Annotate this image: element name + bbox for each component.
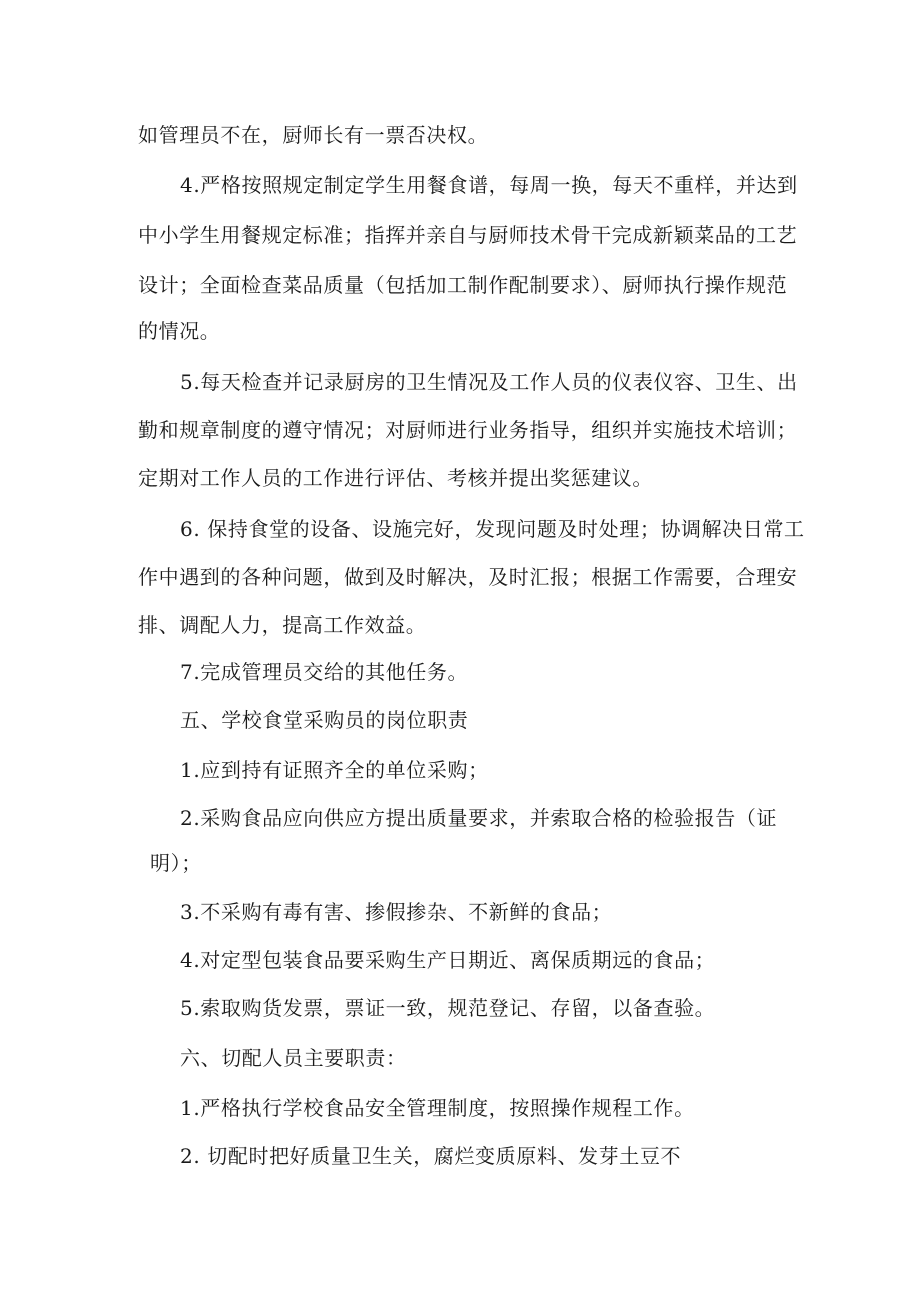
paragraph-line: 5.索取购货发票，票证一致，规范登记、存留，以备查验。 bbox=[180, 996, 716, 1020]
paragraph-line: 的情况。 bbox=[138, 319, 221, 343]
paragraph-line: 1.严格执行学校食品安全管理制度，按照操作规程工作。 bbox=[180, 1096, 695, 1120]
paragraph-line: 作中遇到的各种问题，做到及时解决，及时汇报；根据工作需要，合理安 bbox=[138, 565, 798, 589]
paragraph-line: 定期对工作人员的工作进行评估、考核并提出奖惩建议。 bbox=[138, 466, 653, 490]
section-heading: 六、切配人员主要职责： bbox=[180, 1046, 407, 1070]
paragraph-line: 设计；全面检查菜品质量（包括加工制作配制要求）、厨师执行操作规范 bbox=[138, 273, 788, 297]
paragraph-line: 中小学生用餐规定标准；指挥并亲自与厨师技术骨干完成新颖菜品的工艺 bbox=[138, 223, 798, 247]
paragraph-line: 如管理员不在，厨师长有一票否决权。 bbox=[138, 123, 489, 147]
paragraph-line: 明）； bbox=[150, 851, 202, 875]
paragraph-line: 4.对定型包装食品要采购生产日期近、离保质期远的食品； bbox=[180, 948, 716, 972]
paragraph-line: 排、调配人力，提高工作效益。 bbox=[138, 613, 427, 637]
paragraph-line: 2. 切配时把好质量卫生关，腐烂变质原料、发芽土豆不 bbox=[180, 1144, 682, 1168]
paragraph-line: 勤和规章制度的遵守情况；对厨师进行业务指导，组织并实施技术培训； bbox=[138, 418, 798, 442]
section-heading: 五、学校食堂采购员的岗位职责 bbox=[180, 708, 469, 732]
paragraph-line: 5.每天检查并记录厨房的卫生情况及工作人员的仪表仪容、卫生、出 bbox=[180, 370, 798, 394]
paragraph-line: 6. 保持食堂的设备、设施完好，发现问题及时处理；协调解决日常工 bbox=[180, 517, 805, 541]
paragraph-line: 7.完成管理员交给的其他任务。 bbox=[180, 660, 469, 684]
paragraph-line: 3.不采购有毒有害、掺假掺杂、不新鲜的食品； bbox=[180, 900, 613, 924]
paragraph-line: 1.应到持有证照齐全的单位采购； bbox=[180, 758, 489, 782]
paragraph-line: 4.严格按照规定制定学生用餐食谱，每周一换，每天不重样，并达到 bbox=[180, 173, 798, 197]
paragraph-line: 2.采购食品应向供应方提出质量要求，并索取合格的检验报告（证 bbox=[180, 806, 778, 830]
